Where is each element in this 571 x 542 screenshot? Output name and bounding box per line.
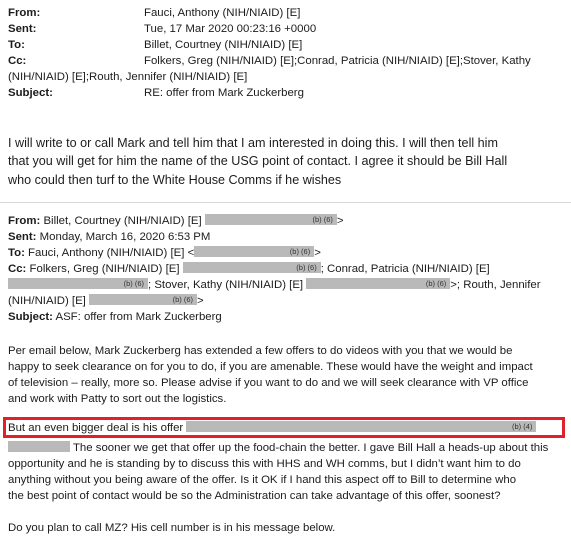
redaction-box (8, 278, 148, 289)
redaction-code: (b) (6) (289, 247, 311, 256)
subject-label: Subject: (8, 87, 53, 99)
subject-value: RE: offer from Mark Zuckerberg (144, 87, 304, 99)
divider (0, 202, 571, 203)
gt-semicolon: > (450, 279, 457, 291)
to-value: Billet, Courtney (NIH/NIAID) [E] (144, 39, 303, 51)
body-line (8, 441, 548, 455)
redaction-code: (b) (6) (172, 295, 194, 304)
body-line: happy to seek clearance on for you to do, if you are amenable. These would have the weight and impact (8, 361, 533, 373)
orig-sent-row (8, 230, 210, 244)
redaction-box (89, 294, 197, 305)
from-value: Fauci, Anthony (NIH/NIAID) [E] (144, 7, 301, 19)
from-label: From: (8, 7, 41, 19)
reply-line: that you will get for him the name of the USG point of contact. I agree it should be Bill Hall (8, 154, 508, 168)
sent-value: Tue, 17 Mar 2020 00:23:16 +0000 (144, 23, 317, 35)
redaction-code: (b) (6) (296, 263, 317, 272)
redaction-code: (b) (6) (123, 279, 144, 288)
body-line: and work with Patty to sort out the logistics. (8, 393, 227, 405)
close-angle: > (336, 215, 344, 227)
orig-cc-b: ; Conrad, Patricia (NIH/NIAID) [E] (320, 263, 490, 275)
redaction-code: (b) (4) (511, 422, 533, 431)
highlight-line (8, 421, 536, 435)
sent-label: Sent: (8, 23, 37, 35)
orig-cc-label: Cc: (8, 263, 27, 275)
orig-subject-label: Subject: (8, 311, 53, 323)
redaction-box (186, 421, 536, 432)
cc-value-line1: Folkers, Greg (NIH/NIAID) [E];Conrad, Patricia (NIH/NIAID) [E];Stover, Kathy (144, 55, 531, 67)
body-text: The sooner we get that offer up the food-chain the better. I gave Bill Hall a heads-up about this (72, 442, 549, 454)
body-line: anything without you being aware of the offer. Is it OK if I hand this aspect off to Bill to determine who (8, 474, 517, 486)
orig-cc-row (8, 262, 490, 276)
orig-sent-label: Sent: (8, 231, 37, 243)
orig-cc-a: Folkers, Greg (NIH/NIAID) [E] (29, 263, 180, 275)
body-line: the best point of contact would be so the Administration can take advantage of this offer, soonest? (8, 490, 501, 502)
orig-from-value: Billet, Courtney (NIH/NIAID) [E] (43, 215, 202, 227)
orig-from-row (8, 214, 344, 228)
close-angle: > (197, 295, 204, 307)
body-line: Do you plan to call MZ? His cell number is in his message below. (8, 522, 336, 534)
orig-subject-value: ASF: offer from Mark Zuckerberg (55, 311, 222, 323)
orig-cc-e: (NIH/NIAID) [E] (8, 295, 86, 307)
orig-cc-c: ; Stover, Kathy (NIH/NIAID) [E] (148, 279, 304, 291)
redaction-box (306, 278, 450, 289)
redaction-box (194, 246, 314, 257)
redaction-box (183, 262, 321, 273)
redaction-code: (b) (6) (312, 215, 333, 224)
orig-to-label: To: (8, 247, 25, 259)
orig-sent-value: Monday, March 16, 2020 6:53 PM (39, 231, 211, 243)
redaction-box (205, 214, 337, 225)
redaction-box (8, 441, 70, 452)
reply-line: who could then turf to the White House Comms if he wishes (8, 173, 342, 187)
cc-value-line2: (NIH/NIAID) [E];Routh, Jennifer (NIH/NIAID) [E] (8, 71, 248, 83)
highlight-text: But an even bigger deal is his offer (8, 422, 184, 434)
body-line: of television – really, more so. Please advise if you want to do and we will seek clearance with VP office (8, 377, 529, 389)
orig-cc-d: ; Routh, Jennifer (456, 279, 541, 291)
redaction-code: (b) (6) (425, 279, 447, 288)
body-line: Per email below, Mark Zuckerberg has extended a few offers to do videos with you that we would be (8, 345, 513, 357)
orig-cc-row-3 (8, 294, 204, 308)
to-label: To: (8, 39, 25, 51)
close-angle: > (314, 247, 321, 259)
orig-subject-row (8, 310, 222, 324)
orig-to-row (8, 246, 321, 260)
reply-line: I will write to or call Mark and tell him that I am interested in doing this. I will then tell him (8, 136, 498, 150)
orig-from-label: From: (8, 215, 41, 227)
orig-to-value: Fauci, Anthony (NIH/NIAID) [E] < (28, 247, 195, 259)
orig-cc-row-2 (8, 278, 541, 292)
body-line: opportunity and he is standing by to discuss this with HHS and WH comms, but I didn’t want him to do (8, 458, 521, 470)
cc-label: Cc: (8, 55, 27, 67)
